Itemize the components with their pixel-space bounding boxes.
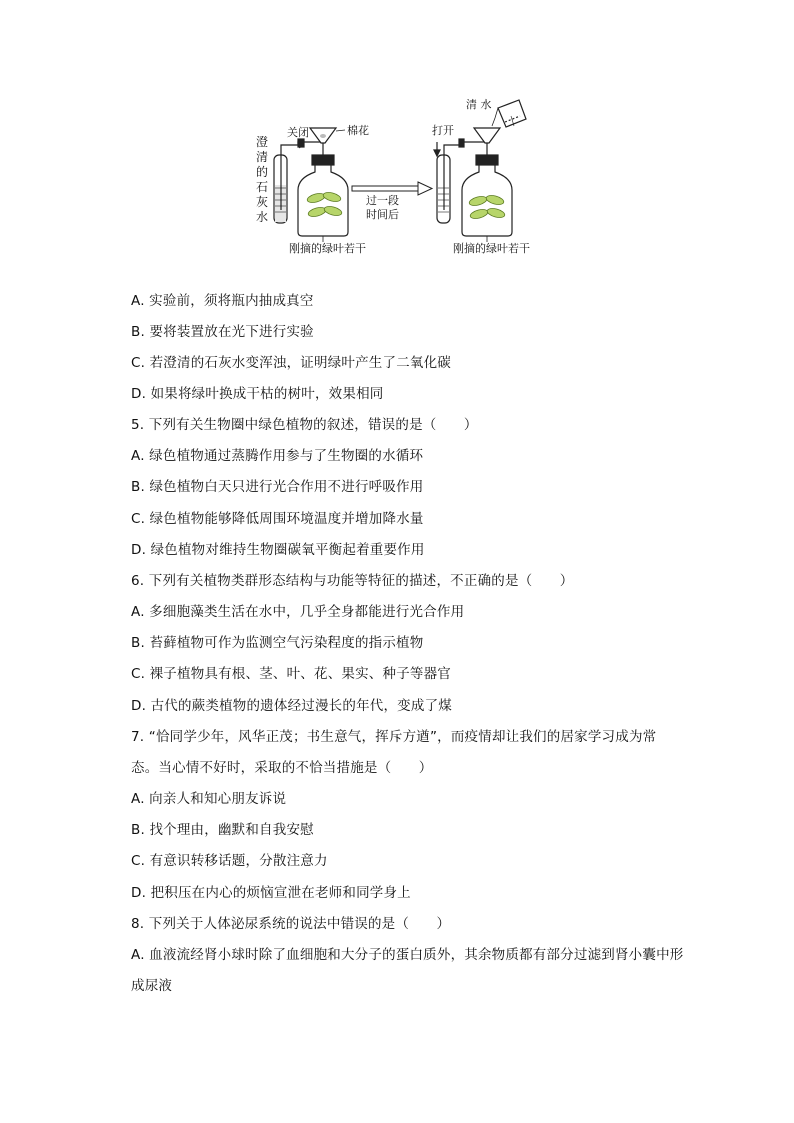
q4-option-a: A. 实验前，须将瓶内抽成真空 — [131, 293, 314, 309]
label-valve-open: 打开 — [432, 124, 454, 137]
right-stopper — [476, 155, 498, 165]
label-limewater — [256, 135, 268, 224]
q5-option-c: C. 绿色植物能够降低周围环境温度并增加降水量 — [131, 511, 424, 527]
q7-option-b: B. 找个理由，幽默和自我安慰 — [131, 822, 314, 838]
right-leaves-icon — [468, 194, 505, 220]
q7-option-a: A. 向亲人和知心朋友诉说 — [131, 791, 287, 807]
right-valve-icon — [459, 139, 464, 147]
experiment-diagram — [0, 0, 794, 270]
q7-option-d: D. 把积压在内心的烦恼宣泄在老师和同学身上 — [131, 885, 411, 901]
q5-option-a: A. 绿色植物通过蒸腾作用参与了生物圈的水循环 — [131, 448, 424, 464]
arrow-text-line2: 时间后 — [366, 208, 399, 221]
svg-text:的: 的 — [256, 165, 269, 179]
q7-option-c: C. 有意识转移话题，分散注意力 — [131, 853, 328, 869]
q7-stem-line2: 态。当心情不好时，采取的不恰当措施是（ ） — [131, 760, 433, 776]
q6-option-a: A. 多细胞藻类生活在水中，几乎全身都能进行光合作用 — [131, 604, 465, 620]
left-leaves-icon — [306, 191, 342, 218]
label-cotton: 棉花 — [347, 124, 369, 137]
q5-stem: 5. 下列有关生物圈中绿色植物的叙述，错误的是（ ） — [131, 417, 478, 433]
label-valve-closed: 关闭 — [287, 126, 309, 139]
label-water: 清 水 — [466, 98, 492, 111]
q6-option-b: B. 苔藓植物可作为监测空气污染程度的指示植物 — [131, 635, 424, 651]
q8-option-a-line2: 成尿液 — [131, 978, 173, 994]
left-stopper — [312, 155, 334, 165]
q5-option-d: D. 绿色植物对维持生物圈碳氧平衡起着重要作用 — [131, 542, 425, 558]
svg-text:水: 水 — [256, 210, 269, 224]
q4-option-d: D. 如果将绿叶换成干枯的树叶，效果相同 — [131, 386, 384, 402]
svg-text:石: 石 — [256, 180, 269, 194]
q8-option-a-line1: A. 血液流经肾小球时除了血细胞和大分子的蛋白质外，其余物质都有部分过滤到肾小囊中形 — [131, 947, 684, 963]
q7-stem-line1: 7. “恰同学少年，风华正茂；书生意气，挥斥方遒”，而疫情却让我们的居家学习成为常 — [131, 729, 657, 745]
q4-option-b: B. 要将装置放在光下进行实验 — [131, 324, 314, 340]
right-leaves-caption: 刚摘的绿叶若干 — [453, 242, 530, 255]
q6-stem: 6. 下列有关植物类群形态结构与功能等特征的描述，不正确的是（ ） — [131, 573, 574, 589]
svg-text:灰: 灰 — [256, 195, 269, 209]
q6-option-c: C. 裸子植物具有根、茎、叶、花、果实、种子等器官 — [131, 666, 452, 682]
svg-text:清: 清 — [256, 150, 269, 164]
q5-option-b: B. 绿色植物白天只进行光合作用不进行呼吸作用 — [131, 479, 424, 495]
arrow-text-line1: 过一段 — [366, 194, 399, 207]
svg-text:澄: 澄 — [256, 135, 269, 149]
right-funnel — [474, 128, 500, 143]
water-beaker-icon — [498, 100, 526, 127]
q8-stem: 8. 下列关于人体泌尿系统的说法中错误的是（ ） — [131, 916, 451, 932]
left-apparatus — [274, 128, 348, 236]
right-apparatus — [434, 100, 526, 236]
left-valve-icon — [298, 139, 304, 147]
left-bottle — [298, 165, 348, 236]
q4-option-c: C. 若澄清的石灰水变浑浊，证明绿叶产生了二氧化碳 — [131, 355, 452, 371]
q6-option-d: D. 古代的蕨类植物的遗体经过漫长的年代，变成了煤 — [131, 698, 452, 714]
left-leaves-caption: 刚摘的绿叶若干 — [289, 242, 366, 255]
